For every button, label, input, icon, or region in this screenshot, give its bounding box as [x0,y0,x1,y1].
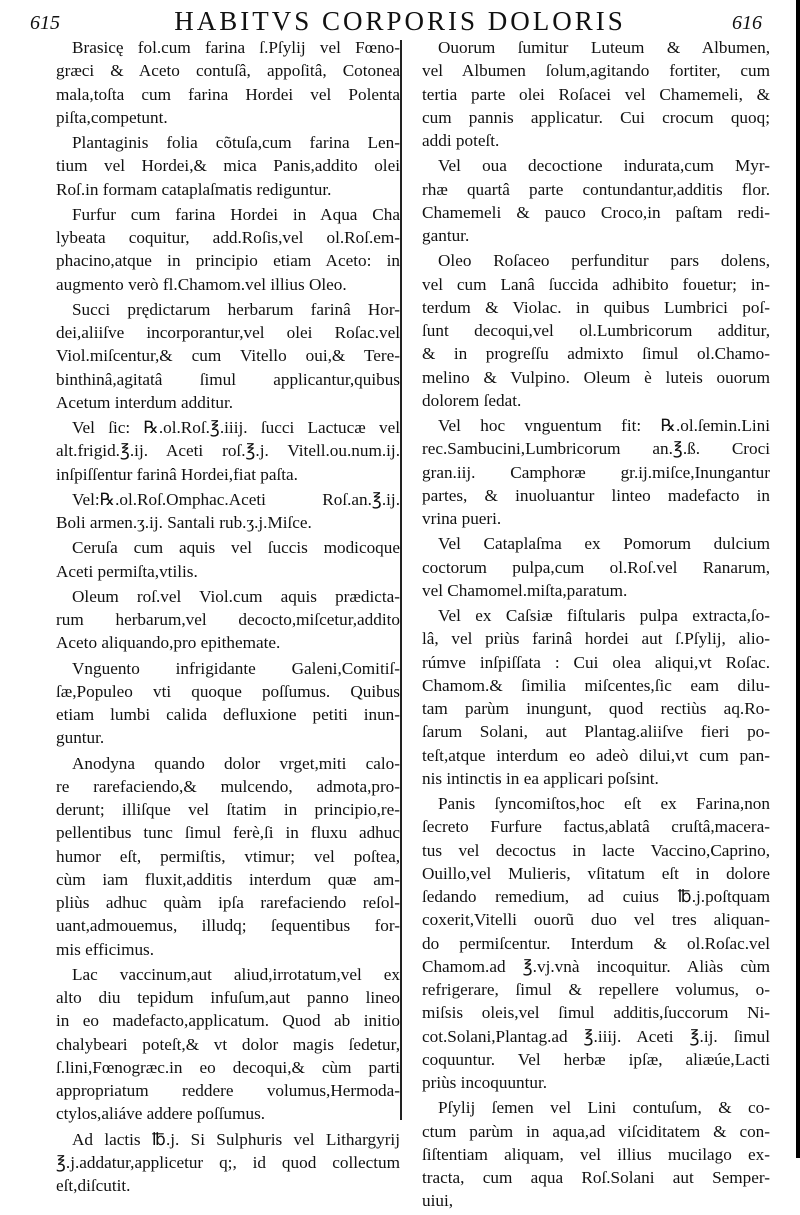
text-line: pellentibus tunc ſimul ferè,ſi in fluxu adhuc [56,823,400,843]
page-header [0,4,800,38]
text-line: do permiſcentur. Interdum & ol.Roſac.vel [422,933,770,953]
text-line: gran.iij. Camphoræ gr.ij.miſce,Inungantur [422,462,770,482]
text-line: ſedando remedium, ad cuius ℔.j.poſtquam [422,887,770,906]
text-line: Ad lactis ℔.j. Si Sulphuris vel Lithargyrij [72,1129,400,1149]
text-line: Brasicę fol.cum farina ſ.Pſylij vel Fœno- [72,38,400,57]
text-line: priùs incoquuntur. [422,1073,548,1092]
paragraph [422,249,770,412]
text-line: Ceruſa cum aquis vel ſuccis modicoque [72,538,400,558]
text-line: Vel ſic: ℞.ol.Roſ.℥.iiij. ſucci Lactucæ vel [72,418,400,437]
text-line: eſt,diſcutit. [56,1176,131,1195]
text-line: cum pannis applicatur. Cui crocum quoq; [422,107,770,127]
text-line: Acetum interdum additur. [56,392,234,412]
text-line: coxerit,Vitelli ouorũ duo vel tres aliquan- [422,910,770,930]
text-line: græci & Aceto contuſâ, appoſitâ, Cotonea [56,61,400,81]
running-title: HABITVS CORPORIS DOLORIS [174,6,626,36]
column-divider [400,40,402,1120]
text-line: Oleum roſ.vel Viol.cum aquis prædicta- [72,586,400,606]
text-line: tus vel decoctus in lacte Vaccino,Caprino, [422,840,770,860]
text-line: teſt,atque interdum eo adeò dilui,vt cum pan- [422,745,770,765]
text-line: uant,admouemus, illudq; ſequentibus for- [56,916,400,936]
text-line: ſarum Solani, aut Plantag.aliiſve fieri po- [422,722,770,742]
text-line: melino & Vulpino. Oleum è luteis ouorum [422,367,770,387]
text-line: vel Chamomel.miſta,paratum. [422,580,628,600]
paragraph [56,203,400,296]
text-line: ſiſtentiam aliquam, vel illius mucilago ex- [422,1144,770,1164]
text-line: Anodyna quando dolor vrget,miti calo- [72,753,400,773]
text-line: inſpiſſentur farinâ Hordei,fiat paſta. [56,464,298,484]
text-line: Viol.miſcentur,& cum Vitello oui,& Tere- [56,346,400,366]
text-line: rúmve inſpiſſata : Cui olea aliqui,vt Roſac. [422,652,770,672]
text-line: rum herbarum,vel decocto,miſcetur,addito [56,610,400,629]
paragraph [56,36,400,129]
paragraph [422,1096,770,1212]
paragraph [56,585,400,655]
text-line: vel Albumen ſolum,agitando fortiter, cum [422,61,770,81]
text-line: mala,toſta cum farina Hordei vel Polenta [56,84,400,104]
text-line: Panis ſyncomiſtos,hoc eſt ex Farina,non [438,794,770,813]
paragraph [56,536,400,583]
text-line: Chamom.ad ℥.vj.vnà incoquitur. Aliàs cùm [422,956,770,976]
text-line: guntur. [56,728,105,748]
text-line: rec.Sambucini,Lumbricorum an.℥.ß. Croci [422,439,770,459]
text-line: ſunt decoqui,vel ol.Lumbricorum additur, [422,321,770,340]
text-line: tertia parte olei Roſacei vel Chamemeli, & [422,84,770,104]
text-line: Succi prędictarum herbarum farinâ Hor- [72,299,400,319]
text-line: miſsis oleis,vel ſimul additis,ſuccorum Ni- [422,1003,770,1023]
text-line: derunt; illiſque vel ſtatim in principio,re- [56,800,400,819]
text-line: ſæ,Populeo vti quoque poſſumus. Quibus [56,681,400,701]
page-number-left: 615 [30,12,60,34]
text-line: pliùs adhuc quàm ipſa rarefaciendo reſol- [56,893,400,912]
text-line: Vel:℞.ol.Roſ.Omphac.Aceti Roſ.an.℥.ij. [72,489,400,509]
text-line: humor eſt, permiſtis, vtimur; vel poſtea, [56,846,400,866]
paragraph [56,963,400,1126]
paragraph [422,792,770,1094]
text-line: Pſylij ſemen vel Lini contuſum, & co- [438,1098,770,1118]
text-line: cùm iam fluxit,additis interdum quæ am- [56,869,400,889]
text-line: Vel oua decoctione indurata,cum Myr- [438,156,770,176]
text-line: Roſ.in formam cataplaſmatis rediguntur. [56,179,332,199]
text-line: re rarefaciendo,& mulcendo, admota,pro- [56,776,400,796]
text-line: ſ.lini,Fœnogræc.in eo decoqui,& cùm parti [56,1057,400,1077]
text-line: Oleo Roſaceo perfunditur pars dolens, [438,251,770,271]
text-line: etiam lumbi calida defluxione petiti inun- [56,705,400,724]
right-column [422,36,770,1215]
text-line: dolorem ſedat. [422,390,522,410]
text-line: Vel ex Caſsiæ fiſtularis pulpa extracta,ſo- [438,606,770,625]
paragraph [56,416,400,486]
paragraph [422,36,770,152]
text-line: Plantaginis folia cõtuſa,cum farina Len- [72,133,400,152]
text-line: terdum & Violac. in quibus Lumbrici poſ- [422,297,770,317]
text-line: vrina pueri. [422,509,502,528]
text-line: Vnguento infrigidante Galeni,Comitiſ- [72,658,400,678]
text-line: alt.frigid.℥.ij. Aceti roſ.℥.j. Vitell.ou.num.ij. [56,441,400,461]
paragraph [56,1128,400,1198]
text-line: lâ, vel priùs farinâ hordei aut ſ.Pſylij, alio- [422,629,770,649]
text-line: & in progreſſu admixto ſimul ol.Chamo- [422,344,770,364]
paragraph [56,131,400,201]
text-line: binthinâ,agitatâ ſimul applicantur,quibus [56,369,400,389]
paragraph [422,414,770,530]
text-line: tium vel Hordei,& mica Panis,addito olei [56,156,400,176]
text-line: partes, & inuoluantur linteo madefacto in [422,485,770,505]
text-line: ſecreto Furfure factus,ablatâ cruſtâ,macera- [422,817,770,837]
text-line: coctorum pulpa,cum ol.Roſ.vel Ranarum, [422,557,770,577]
text-line: mis efficimus. [56,939,155,959]
text-line: ctylos,aliáve addere poſſumus. [56,1104,266,1124]
text-line: augmento verò fl.Chamom.vel illius Oleo. [56,274,347,294]
text-line: Vel hoc vnguentum fit: ℞.ol.ſemin.Lini [438,416,770,435]
text-line: dei,aliiſve incorporantur,vel olei Roſac.vel [56,323,400,342]
text-line: ℥.j.addatur,applicetur q;, id quod collectum [56,1152,400,1172]
paragraph [56,298,400,414]
text-line: Lac vaccinum,aut aliud,irrotatum,vel ex [72,964,400,984]
text-line: ctum parùm in aqua,ad viſciditatem & con- [422,1121,770,1141]
text-line: Aceto aliquando,pro epithemate. [56,633,281,653]
paragraph [422,154,770,247]
text-line: Furfur cum farina Hordei in Aqua Cha [72,204,400,224]
text-line: Chamemeli & pauco Croco,in paſtam redi- [422,202,770,222]
text-line: uiui, [422,1191,454,1211]
paragraph [56,488,400,535]
text-line: lybeata coquitur, add.Roſis,vel ol.Roſ.em- [56,228,400,247]
text-line: vel cum Lanâ ſuccida adhibito fouetur; in- [422,274,770,294]
text-line: gantur. [422,226,470,245]
text-line: chalybeari poteſt,& vt dolor magis ſedetur, [56,1034,400,1054]
paragraph [56,752,400,961]
text-line: piſta,competunt. [56,107,168,127]
text-line: Aceti permiſta,vtilis. [56,561,198,581]
paragraph [56,657,400,750]
text-line: coquuntur. Vel herbæ ipſæ, aliæúe,Lacti [422,1049,770,1069]
text-line: tam parùm inungunt, quod rectiùs aq.Ro- [422,699,770,718]
text-line: cot.Solani,Plantag.ad ℥.iiij. Aceti ℥.ij. ſimul [422,1026,770,1046]
text-line: Boli armen.ʒ.ij. Santali rub.ʒ.j.Miſce. [56,513,312,532]
text-line: rhæ quartâ parte contundantur,additis flor. [422,179,770,199]
page-number-right: 616 [732,12,762,34]
paragraph [422,604,770,790]
text-line: Ouorum ſumitur Luteum & Albumen, [438,38,770,57]
page-edge [796,0,800,1158]
text-line: nis intinctis in ea applicari poſsint. [422,768,659,788]
text-line: Vel Cataplaſma ex Pomorum dulcium [438,534,770,554]
text-line: in eo madefacto,applicatum. Quod ab initio [56,1011,400,1031]
text-line: alto diu tepidum infuſum,aut panno lineo [56,988,400,1007]
text-line: tracta, cum aqua Roſ.Solani aut Semper- [422,1168,770,1187]
paragraph [422,532,770,602]
left-column [56,36,400,1199]
text-line: refrigerare, ſimul & repellere volumus, o- [422,980,770,999]
text-line: appropriatum reddere volumus,Hermoda- [56,1081,400,1100]
text-line: Ouillo,vel Mulieris, vſitatum eſt in dolore [422,863,770,883]
text-line: addi poteſt. [422,131,500,150]
text-line: Chamom.& ſimilia miſcentes,ſic eam dilu- [422,675,770,695]
text-line: phacino,atque in principio etiam Aceto: in [56,251,400,271]
